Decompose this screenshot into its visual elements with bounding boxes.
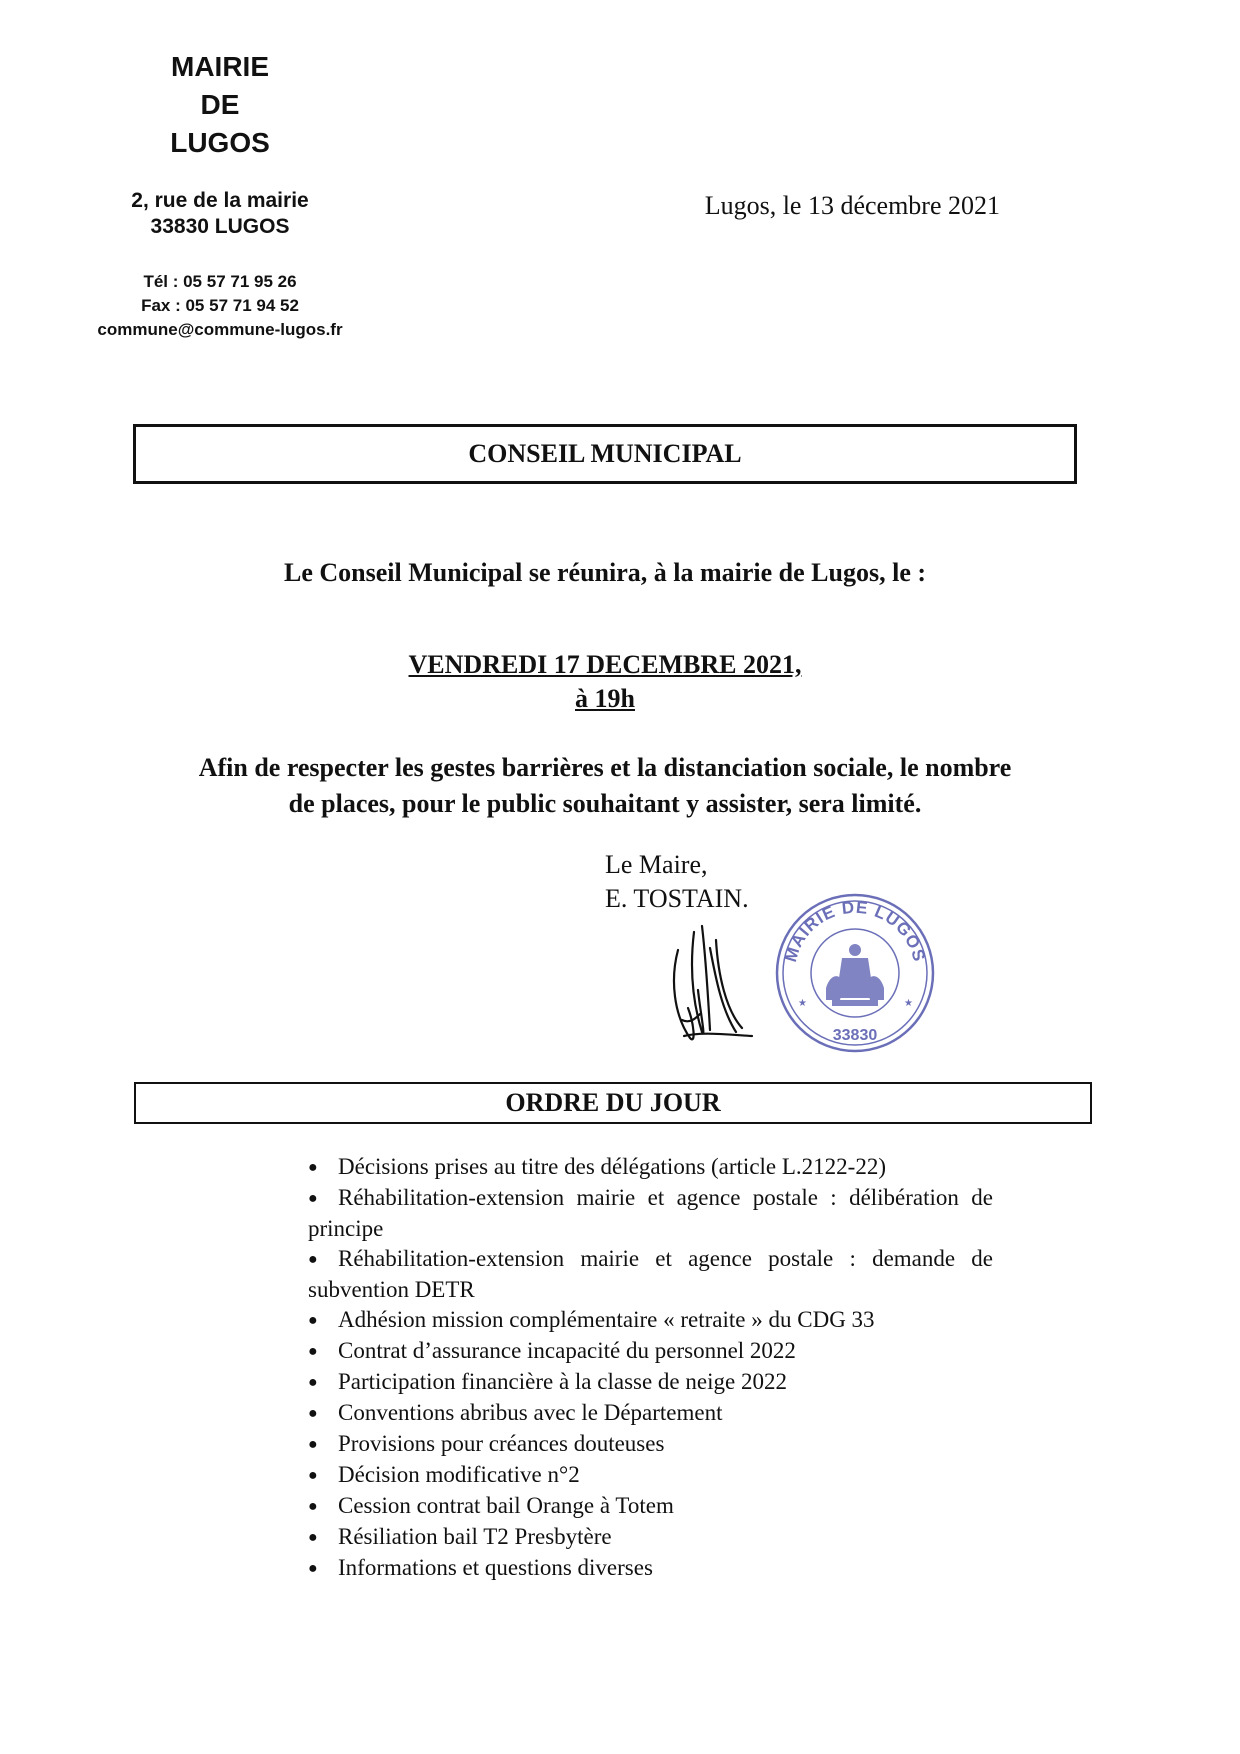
- signatory-name: E. TOSTAIN.: [605, 884, 749, 913]
- phone-line: Tél : 05 57 71 95 26: [143, 272, 297, 291]
- bullet-icon: ●: [308, 1467, 318, 1484]
- agenda-item: [308, 1305, 993, 1336]
- agenda-item: [308, 1522, 993, 1553]
- bullet-icon: ●: [308, 1251, 318, 1268]
- distancing-notice: [130, 750, 1080, 822]
- agenda-item-text: Adhésion mission complémentaire « retraite » du CDG 33: [338, 1307, 875, 1332]
- agenda-item-text: Informations et questions diverses: [338, 1555, 653, 1580]
- bullet-icon: ●: [308, 1498, 318, 1515]
- agenda-item: [308, 1367, 993, 1398]
- stamp-text: MAIRIE DE LUGOS: [781, 897, 929, 965]
- notice-line: Afin de respecter les gestes barrières et la distanciation sociale, le nombre: [198, 753, 1012, 782]
- agenda-item: [308, 1460, 993, 1491]
- agenda-item-text: Résiliation bail T2 Presbytère: [338, 1524, 612, 1549]
- agenda-item-text: Décision modificative n°2: [338, 1462, 580, 1487]
- notice-line: de places, pour le public souhaitant y assister, sera limité.: [288, 789, 922, 818]
- agenda-item: [308, 1152, 993, 1183]
- mairie-line: MAIRIE: [171, 51, 269, 82]
- agenda-item-text: Conventions abribus avec le Département: [338, 1400, 723, 1425]
- agenda-item: [308, 1183, 993, 1244]
- intro-text: Le Conseil Municipal se réunira, à la mairie de Lugos, le :: [283, 558, 927, 587]
- mairie-contact: [70, 270, 370, 342]
- meeting-time: à 19h: [575, 684, 635, 713]
- agenda-item-text: Réhabilitation-extension mairie et agence postale : demande de subvention DETR: [308, 1246, 993, 1302]
- document-title: CONSEIL MUNICIPAL: [468, 439, 742, 468]
- address-line: 2, rue de la mairie: [131, 189, 309, 212]
- fax-line: Fax : 05 57 71 94 52: [141, 296, 299, 315]
- bullet-icon: ●: [308, 1529, 318, 1546]
- bullet-icon: ●: [308, 1405, 318, 1422]
- agenda-item-text: Décisions prises au titre des délégations (article L.2122-22): [338, 1154, 887, 1179]
- mairie-heading: [140, 48, 300, 162]
- agenda-item: [308, 1429, 993, 1460]
- bullet-icon: ●: [308, 1343, 318, 1360]
- mairie-line: LUGOS: [170, 127, 270, 158]
- agenda-item-text: Réhabilitation-extension mairie et agence postale : délibération de principe: [308, 1185, 993, 1241]
- mairie-line: DE: [200, 89, 240, 120]
- meeting-date: VENDREDI 17 DECEMBRE 2021,: [408, 650, 802, 679]
- email-line: commune@commune-lugos.fr: [97, 320, 343, 339]
- bullet-icon: ●: [308, 1436, 318, 1453]
- mairie-address: [100, 188, 340, 240]
- agenda-item: [308, 1244, 993, 1305]
- handwritten-signature: [660, 920, 760, 1050]
- svg-text:★: ★: [904, 998, 913, 1009]
- stamp-code: 33830: [832, 1027, 878, 1044]
- bullet-icon: ●: [308, 1312, 318, 1329]
- agenda-item: [308, 1398, 993, 1429]
- agenda-title: ORDRE DU JOUR: [505, 1088, 721, 1117]
- signatory-block: [605, 848, 749, 916]
- address-line: 33830 LUGOS: [150, 215, 290, 238]
- agenda-item: [308, 1491, 993, 1522]
- signatory-role: Le Maire,: [605, 850, 708, 879]
- bullet-icon: ●: [308, 1560, 318, 1577]
- agenda-item: [308, 1336, 993, 1367]
- agenda-list: [308, 1152, 993, 1584]
- agenda-item-text: Provisions pour créances douteuses: [338, 1431, 665, 1456]
- document-date: Lugos, le 13 décembre 2021: [704, 191, 1000, 220]
- mairie-stamp: [770, 888, 940, 1058]
- agenda-item-text: Participation financière à la classe de neige 2022: [338, 1369, 787, 1394]
- bullet-icon: ●: [308, 1159, 318, 1176]
- agenda-item-text: Contrat d’assurance incapacité du personnel 2022: [338, 1338, 796, 1363]
- bullet-icon: ●: [308, 1374, 318, 1391]
- meeting-datetime: [0, 648, 1210, 716]
- svg-text:★: ★: [798, 998, 807, 1009]
- agenda-item-text: Cession contrat bail Orange à Totem: [338, 1493, 674, 1518]
- bullet-icon: ●: [308, 1190, 318, 1207]
- agenda-title-box: [134, 1082, 1092, 1124]
- title-box: [133, 424, 1077, 484]
- agenda-item: [308, 1553, 993, 1584]
